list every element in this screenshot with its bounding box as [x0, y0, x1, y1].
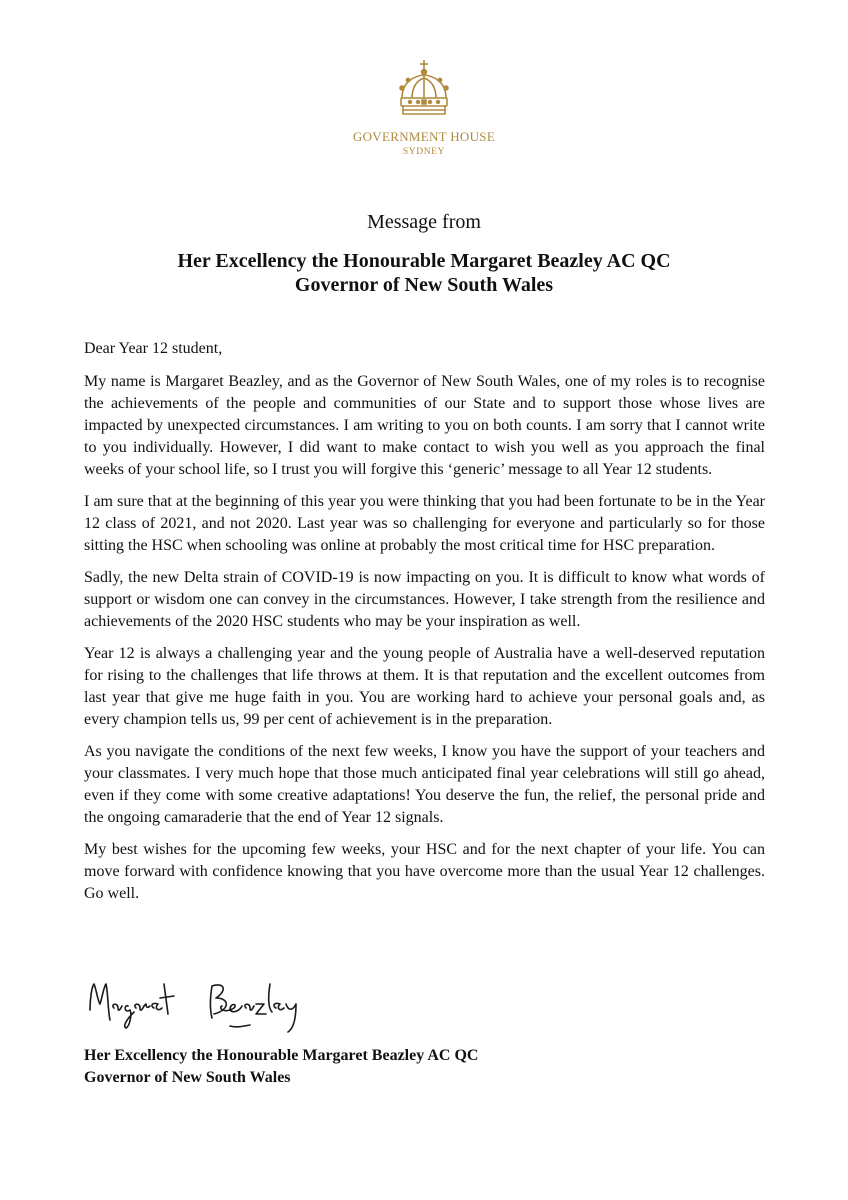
- paragraph: Year 12 is always a challenging year and the young people of Australia have a well-deserved reputation for rising to the challenges that life throws at them. It is that reputation and the excellent outcomes from last year that give me huge faith in you. You are working hard to achieve your personal goals and, as every champion tells us, 99 per cent of achievement is in the preparation.: [84, 645, 765, 728]
- paragraph: I am sure that at the beginning of this year you were thinking that you had been fortunate to be in the Year 12 class of 2021, and not 2020. Last year was so challenging for everyone and particularly so for those sitting the HSC when schooling was online at probably the most critical time for HSC preparation.: [84, 493, 765, 554]
- crown-crest-icon: [392, 58, 456, 122]
- paragraph: My best wishes for the upcoming few weeks, your HSC and for the next chapter of your life. You can move forward with confidence knowing that you have overcome more than the usual Year 12 challenges. Go well.: [84, 841, 765, 902]
- handwritten-signature: [84, 968, 324, 1038]
- signatory-role: Governor of New South Wales: [84, 1069, 291, 1086]
- sender-role: Governor of New South Wales: [294, 274, 554, 296]
- sender-title: Her Excellency the Honourable Margaret Beazley AC QC: [177, 250, 671, 272]
- salutation: Dear Year 12 student,: [84, 340, 223, 357]
- message-intro: Message from: [367, 211, 481, 233]
- org-name: GOVERNMENT HOUSE: [352, 129, 496, 144]
- paragraph: Sadly, the new Delta strain of COVID-19 is now impacting on you. It is difficult to know what words of support or wisdom one can convey in the circumstances. However, I take strength from the resilience and achievements of the 2020 HSC students who may be your inspiration as well.: [84, 569, 765, 630]
- paragraph: My name is Margaret Beazley, and as the Governor of New South Wales, one of my roles is to recognise the achievements of the people and communities of our State and to support those whose lives are impacted by unexpected circumstances. I am writing to you on both counts. I am sorry that I cannot write to you individually. However, I did want to make contact to wish you well as you approach the final weeks of your school life, so I trust you will forgive this ‘generic’ message to all Year 12 students.: [84, 373, 765, 478]
- signatory-name: Her Excellency the Honourable Margaret Beazley AC QC: [84, 1047, 479, 1064]
- paragraph: As you navigate the conditions of the next few weeks, I know you have the support of your teachers and your classmates. I very much hope that those much anticipated final year celebrations will still go ahead, even if they come with some creative adaptations! You deserve the fun, the relief, the personal pride and the ongoing camaraderie that the end of Year 12 signals.: [84, 743, 765, 826]
- org-city: SYDNEY: [402, 147, 446, 157]
- signature-block: [84, 1045, 478, 1089]
- letter-body: [84, 371, 765, 915]
